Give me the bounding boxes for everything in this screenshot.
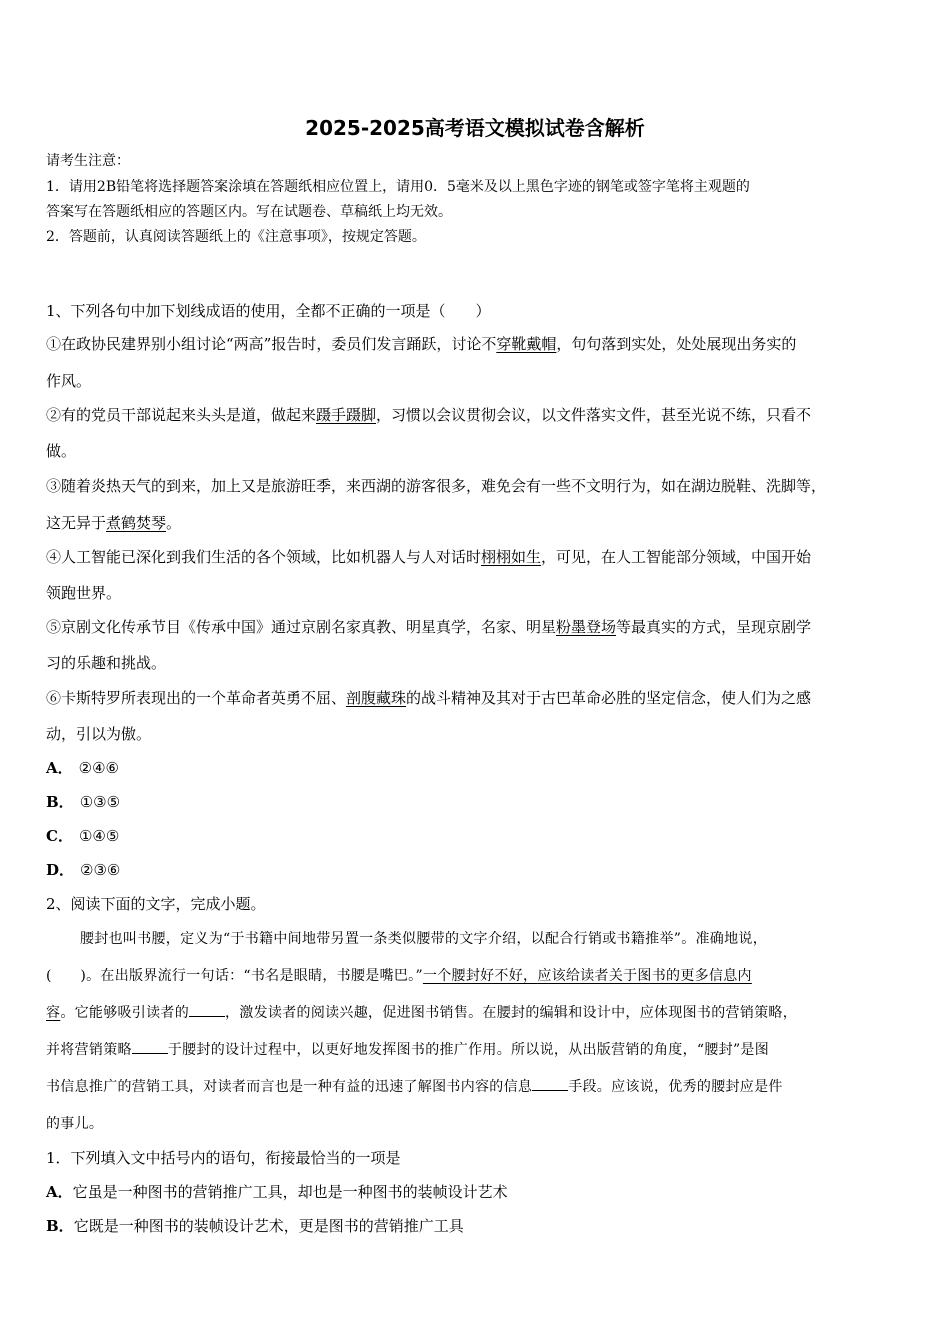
sub-option-b[interactable]: B．它既是一种图书的装帧设计艺术，更是图书的营销推广工具 [46, 1217, 464, 1235]
idiom-1: 穿靴戴帽 [496, 335, 557, 353]
sub-question-1: 1．下列填入文中括号内的语句，衔接最恰当的一项是 [46, 1149, 401, 1167]
option-a[interactable]: A． ②④⑥ [46, 759, 119, 777]
option-d[interactable]: D． ②③⑥ [46, 861, 121, 879]
sentence-5-cont: 习的乐趣和挑战。 [46, 654, 167, 672]
question-1-stem: 1、下列各句中加下划线成语的使用，全都不正确的一项是（ ） [46, 302, 491, 320]
notice-line-1a: 1．请用2B铅笔将选择题答案涂填在答题纸相应位置上，请用0．5毫米及以上黑色字迹的钢笔或签字笔将主观题的 [46, 179, 750, 195]
underlined-sentence: 一个腰封好不好，应该给读者关于图书的更多信息内 [422, 968, 752, 984]
sentence-6-cont: 动，引以为傲。 [46, 725, 152, 743]
sentence-6: ⑥卡斯特罗所表现出的一个革命者英勇不屈、剖腹藏珠的战斗精神及其对于古巴革命必胜的坚定信念，使人们为之感 [46, 689, 812, 707]
notice-line-2: 2．答题前，认真阅读答题纸上的《注意事项》，按规定答题。 [46, 229, 426, 245]
option-b[interactable]: B． ①③⑤ [46, 793, 121, 811]
option-c[interactable]: C． ①④⑤ [46, 827, 120, 845]
passage-line-5: 书信息推广的营销工具，对读者而言也是一种有益的迅速了解图书内容的信息 手段。应该说，优秀的腰封应是件 [46, 1069, 912, 1106]
passage-line-2: ( )。在出版界流行一句话：“书名是眼睛，书腰是嘴巴。”一个腰封好不好，应该给读者关于图书的更多信息内 [46, 968, 752, 984]
sentence-5: ⑤京剧文化传承节目《传承中国》通过京剧名家真教、明星真学，名家、明星粉墨登场等最真实的方式，呈现京剧学 [46, 618, 812, 636]
sentence-4: ④人工智能已深化到我们生活的各个领域，比如机器人与人对话时栩栩如生，可见，在人工智能部分领域，中国开始 [46, 548, 812, 566]
idiom-3: 煮鹤焚琴 [106, 514, 167, 532]
idiom-5: 粉墨登场 [556, 618, 617, 636]
blank-3 [532, 1076, 568, 1091]
notice-line-1b: 答案写在答题纸相应的答题区内。写在试题卷、草稿纸上均无效。 [46, 204, 452, 220]
sub-option-a[interactable]: A．它虽是一种图书的营销推广工具，却也是一种图书的装帧设计艺术 [46, 1183, 508, 1201]
passage-line-4: 并将营销策略 于腰封的设计过程中，以更好地发挥图书的推广作用。所以说，从出版营销的角度，“腰封”是图 [46, 1032, 912, 1069]
sentence-1-cont: 作风。 [46, 372, 92, 390]
blank-1 [189, 1002, 225, 1017]
sentence-1: ①在政协民建界别小组讨论“两高”报告时，委员们发言踊跃，讨论不穿靴戴帽，句句落到实处，处处展现出务实的 [46, 335, 797, 353]
sentence-3: ③随着炎热天气的到来，加上又是旅游旺季，来西湖的游客很多，难免会有一些不文明行为，如在湖边脱鞋、洗脚等， [46, 477, 827, 495]
passage-line-1: 腰封也叫书腰，定义为“于书籍中间地带另置一条类似腰带的文字介绍，以配合行销或书籍推举”。准确地说， [80, 931, 768, 947]
passage-line-6: 的事儿。 [46, 1116, 104, 1132]
sentence-3-cont: 这无异于煮鹤焚琴。 [46, 514, 182, 532]
idiom-2: 蹑手蹑脚 [316, 406, 377, 424]
idiom-4: 栩栩如生 [481, 548, 542, 566]
sentence-2-cont: 做。 [46, 442, 77, 460]
question-2-stem: 2、阅读下面的文字，完成小题。 [46, 895, 266, 913]
idiom-6: 剖腹藏珠 [346, 689, 407, 707]
blank-2 [132, 1039, 168, 1054]
sentence-4-cont: 领跑世界。 [46, 584, 122, 602]
page-title: 2025-2025高考语文模拟试卷含解析 [305, 116, 645, 140]
passage-line-3: 容。它能够吸引读者的 ，激发读者的阅读兴趣，促进图书销售。在腰封的编辑和设计中，应体现图书的营销策略， [46, 995, 912, 1032]
sentence-2: ②有的党员干部说起来头头是道，做起来蹑手蹑脚，习惯以会议贯彻会议，以文件落实文件，甚至光说不练，只看不 [46, 406, 812, 424]
notice-heading: 请考生注意： [46, 153, 130, 169]
